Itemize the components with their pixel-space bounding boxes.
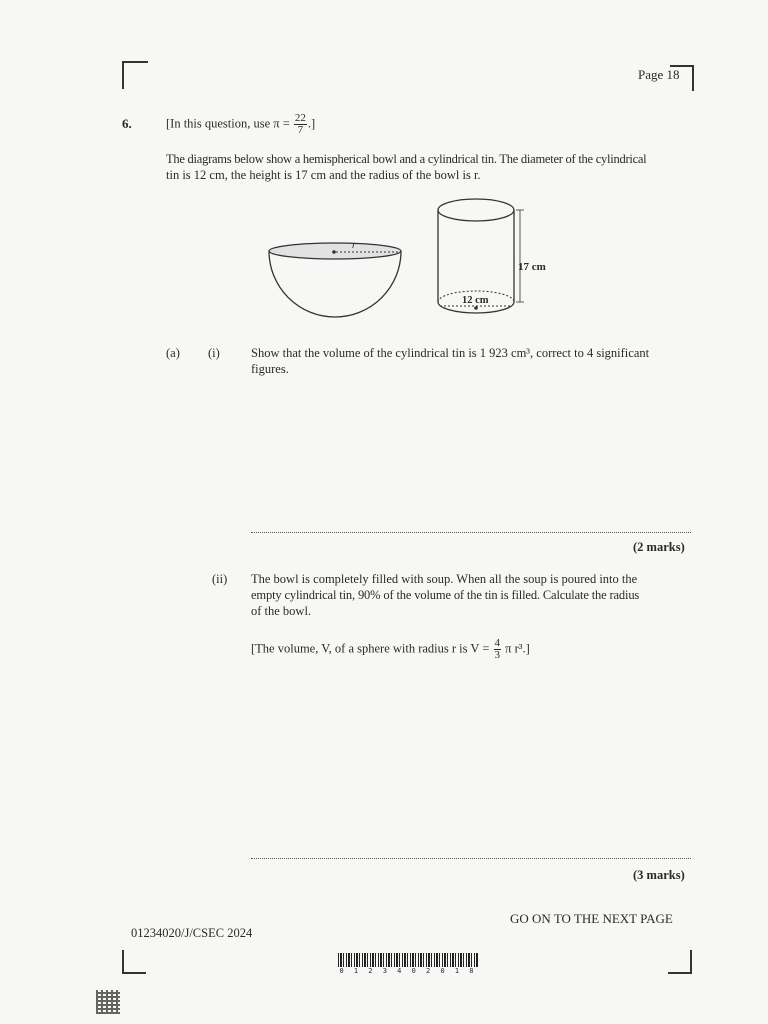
barcode	[338, 953, 478, 975]
question-instruction	[166, 113, 315, 136]
sphere-volume-formula	[251, 638, 530, 661]
part-a-ii-line-1: The bowl is completely filled with soup. When all the soup is poured into the	[251, 572, 638, 586]
bowl-and-tin-diagram	[260, 190, 560, 325]
part-a-i-line-1: Show that the volume of the cylindrical tin is 1 923 cm³, correct to 4 significant	[251, 346, 650, 360]
question-intro	[166, 151, 696, 183]
part-a-label: (a)	[166, 346, 180, 360]
formula-suffix: π r³.]	[505, 641, 530, 656]
intro-line-2: tin is 12 cm, the height is 17 cm and the radius of the bowl is r.	[166, 168, 481, 182]
formula-denominator: 3	[494, 649, 501, 661]
question-number: 6.	[122, 116, 132, 131]
part-a-ii-label: (ii)	[212, 572, 228, 586]
corner-mark-bottom-right	[668, 950, 692, 974]
marks-a-i: (2 marks)	[633, 540, 685, 554]
diameter-label: 12 cm	[462, 295, 489, 306]
hemispherical-bowl	[269, 240, 401, 317]
qr-code	[96, 990, 120, 1014]
bowl-radius-label: r	[352, 240, 356, 251]
formula-fraction	[494, 638, 502, 661]
instruction-suffix: .]	[307, 116, 316, 131]
height-label: 17 cm	[518, 261, 546, 273]
part-a-ii-text	[251, 571, 696, 619]
answer-line-a-ii[interactable]	[251, 858, 691, 859]
part-a-ii-line-3: of the bowl.	[251, 604, 312, 618]
part-a-ii-line-2: empty cylindrical tin, 90% of the volume of the tin is filled. Calculate the radius	[251, 588, 640, 602]
corner-mark-top-left	[122, 61, 148, 89]
pi-numerator: 22	[294, 112, 306, 124]
cylindrical-tin	[438, 199, 546, 313]
page-number: Page 18	[638, 67, 680, 82]
instruction-prefix: [In this question, use π =	[166, 116, 290, 131]
part-a-i-text	[251, 345, 696, 377]
paper-code: 01234020/J/CSEC 2024	[131, 926, 253, 940]
intro-line-1: The diagrams below show a hemispherical bowl and a cylindrical tin. The diameter of the cylindrical	[166, 152, 647, 166]
pi-denominator: 7	[297, 124, 304, 136]
marks-a-ii: (3 marks)	[633, 868, 685, 882]
formula-prefix: [The volume, V, of a sphere with radius r is V =	[251, 641, 490, 656]
answer-line-a-i[interactable]	[251, 532, 691, 533]
part-a-i-label: (i)	[208, 346, 220, 360]
go-on-notice: GO ON TO THE NEXT PAGE	[510, 911, 673, 926]
formula-numerator: 4	[494, 637, 501, 649]
pi-fraction	[294, 113, 307, 136]
corner-mark-bottom-left	[122, 950, 146, 974]
barcode-bars	[338, 953, 478, 967]
part-a-i-line-2: figures.	[251, 362, 289, 376]
barcode-digits: 0 1 2 3 4 0 2 0 1 8	[339, 967, 477, 975]
